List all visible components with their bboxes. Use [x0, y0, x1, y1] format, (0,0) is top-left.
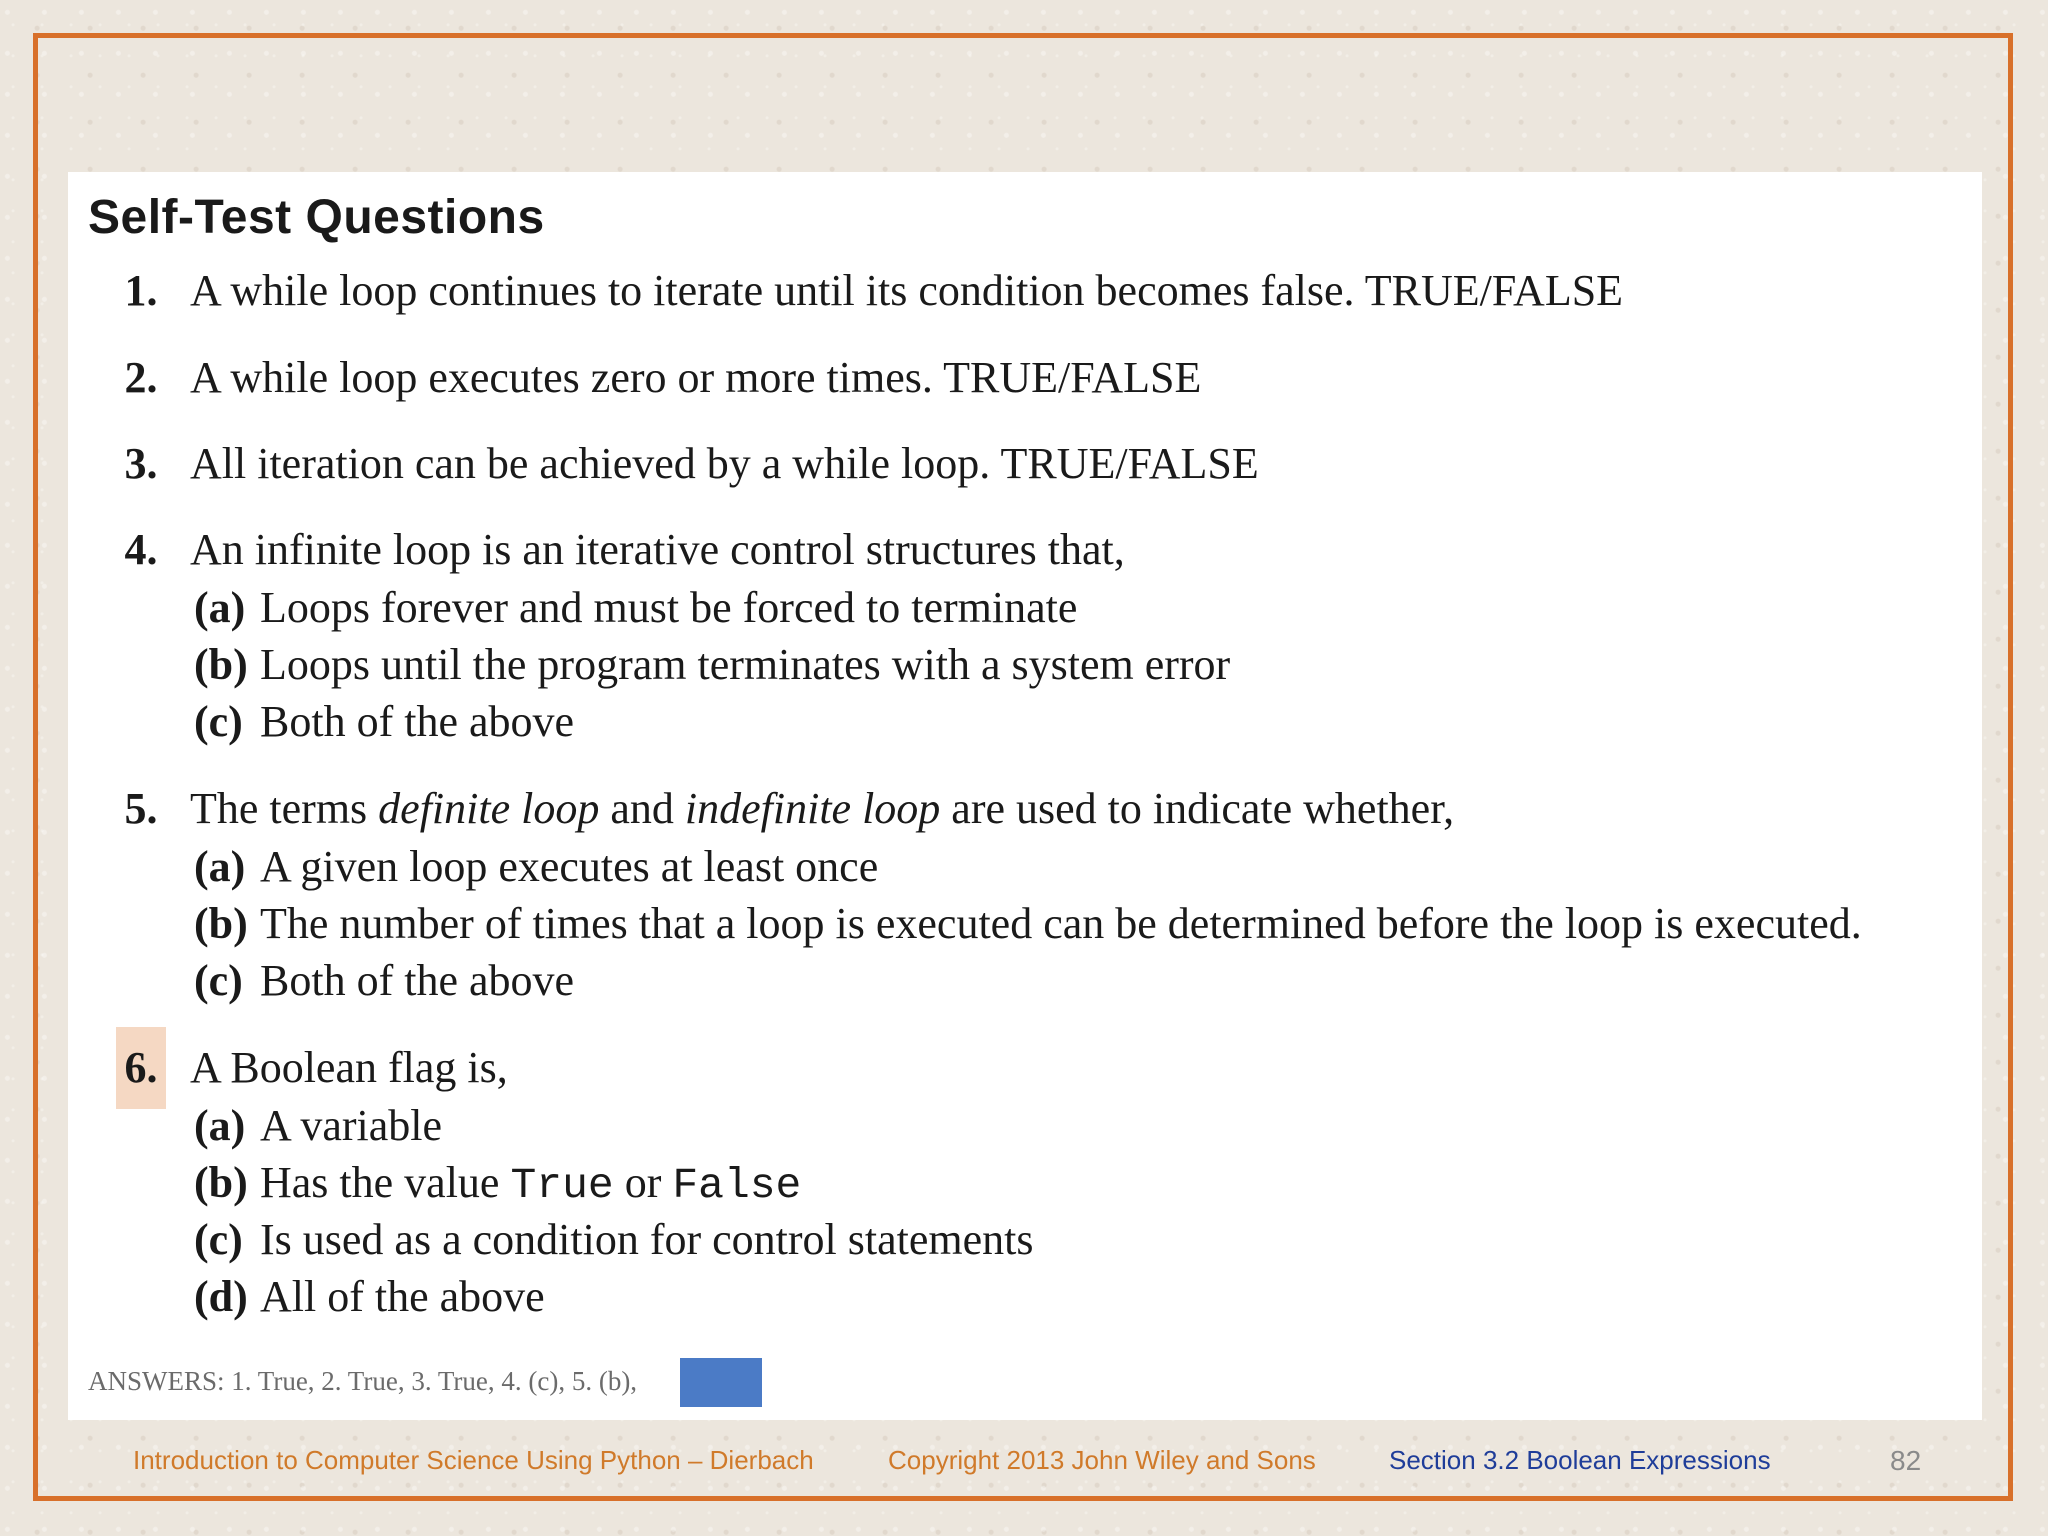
option-label: (c): [194, 697, 243, 746]
option-label: (a): [194, 583, 246, 632]
option-a: [194, 1099, 442, 1153]
slide-heading: Self-Test Questions: [88, 191, 545, 244]
question-number: 1.: [124, 266, 158, 315]
question-number: 5.: [124, 784, 158, 833]
question-number: 3.: [124, 439, 158, 488]
question-text: All iteration can be achieved by a while loop. TRUE/FALSE: [190, 439, 1259, 488]
option-text: All of the above: [260, 1272, 545, 1321]
option-a: [194, 581, 1077, 635]
question-text: A Boolean flag is,: [190, 1043, 508, 1092]
option-text: Both of the above: [260, 697, 575, 746]
option-b: [194, 638, 1230, 692]
footer-copyright: Copyright 2013 John Wiley and Sons: [888, 1445, 1316, 1475]
question-number: 2.: [124, 353, 158, 402]
option-b: (b) Has the value True or False: [194, 1158, 802, 1210]
option-label: (c): [194, 1215, 243, 1264]
term-indefinite-loop: indefinite loop: [684, 784, 941, 833]
option-label: (a): [194, 842, 246, 891]
question-number: 4.: [124, 525, 158, 574]
option-text: Is used as a condition for control statements: [260, 1215, 1034, 1264]
question-number-highlighted: 6.: [116, 1027, 166, 1109]
option-label: (a): [194, 1101, 246, 1150]
option-text: The number of times that a loop is executed can be determined before the loop is executed.: [260, 899, 1862, 948]
code-true: True: [510, 1161, 614, 1210]
code-false: False: [672, 1161, 802, 1210]
footer-section: Section 3.2 Boolean Expressions: [1389, 1445, 1771, 1475]
option-c: [194, 1213, 1033, 1267]
option-a: [194, 840, 878, 894]
option-text: Loops until the program terminates with a system error: [260, 640, 1231, 689]
option-text: A variable: [260, 1101, 443, 1150]
option-label: (b): [194, 1158, 248, 1207]
answers-line: ANSWERS: 1. True, 2. True, 3. True, 4. (c), 5. (b),: [88, 1366, 638, 1396]
question-text: A while loop continues to iterate until its condition becomes false. TRUE/FALSE: [190, 266, 1624, 315]
question-text: A while loop executes zero or more times. TRUE/FALSE: [190, 353, 1202, 402]
question-card: [68, 172, 1982, 1420]
option-label: (c): [194, 956, 243, 1005]
option-d: [194, 1270, 545, 1324]
hidden-answer-box[interactable]: [680, 1358, 762, 1407]
option-text: Has the value: [260, 1158, 511, 1207]
option-text: A given loop executes at least once: [260, 842, 879, 891]
option-text: Loops forever and must be forced to terminate: [260, 583, 1078, 632]
option-c: [194, 695, 574, 749]
footer-book-title: Introduction to Computer Science Using Python – Dierbach: [133, 1445, 814, 1475]
option-text: Both of the above: [260, 956, 575, 1005]
option-label: (b): [194, 640, 248, 689]
page-number: 82: [1890, 1445, 1922, 1476]
term-definite-loop: definite loop: [378, 784, 600, 833]
question-text: An infinite loop is an iterative control structures that,: [190, 525, 1125, 574]
option-c: [194, 954, 574, 1008]
option-b: [194, 897, 1862, 951]
question-text: The terms definite loop and indefinite loop are used to indicate whether,: [190, 784, 1455, 833]
option-label: (d): [194, 1272, 248, 1321]
option-label: (b): [194, 899, 248, 948]
